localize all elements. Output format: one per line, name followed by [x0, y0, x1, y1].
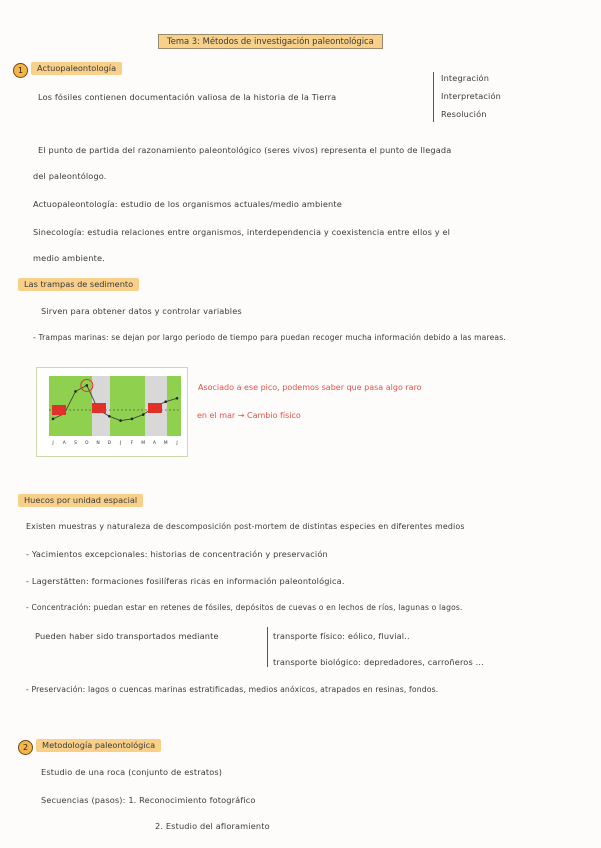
bracket-item: Integración [441, 73, 490, 83]
section-heading: Metodología paleontológica [36, 739, 161, 752]
bullet-item: - Preservación: lagos o cuencas marinas estratificadas, medios anóxicos, atrapados en resinas, fondos. [26, 685, 439, 694]
section-number-badge: 2 [18, 740, 33, 755]
body-line: Sinecología: estudia relaciones entre organismos, interdependencia y coexistencia entre ellos y el [33, 227, 451, 237]
chart-point [108, 415, 111, 418]
chart-point [142, 413, 145, 416]
chart-highlight-mark [92, 403, 106, 413]
bullet-item: - Lagerstätten: formaciones fosilíferas ricas en información paleontológica. [26, 576, 345, 586]
annotation-text: en el mar → Cambio físico [197, 411, 301, 420]
bracket-divider [433, 72, 434, 122]
chart-point [176, 397, 179, 400]
body-line: del paleontólogo. [33, 171, 107, 181]
chart-tick-label: D [107, 441, 112, 446]
chart-tick-label: S [74, 441, 77, 446]
chart-tick-label: A [152, 441, 157, 446]
body-line: Actuopaleontología: estudio de los organismos actuales/medio ambiente [33, 199, 342, 209]
chart-point [119, 419, 122, 422]
bullet-item: - Yacimientos excepcionales: historias de concentración y preservación [26, 549, 328, 559]
annotation-text: Asociado a ese pico, podemos saber que pasa algo raro [198, 383, 422, 392]
section-heading: Actuopaleontología [31, 62, 122, 75]
chart-point [86, 384, 89, 387]
body-line: medio ambiente. [33, 253, 105, 263]
body-line: Sirven para obtener datos y controlar variables [41, 306, 242, 316]
chart-point [164, 400, 167, 403]
chart-tick-label: O [85, 441, 89, 446]
bracket-divider [267, 627, 268, 667]
body-line: - Trampas marinas: se dejan por largo periodo de tiempo para puedan recoger mucha información debido a las mareas. [33, 333, 506, 342]
body-line: Secuencias (pasos): 1. Reconocimiento fotográfico [41, 795, 256, 805]
page-title: Tema 3: Métodos de investigación paleontológica [158, 34, 383, 49]
body-line: Pueden haber sido transportados mediante [35, 631, 219, 641]
bullet-item: - Concentración: puedan estar en retenes de fósiles, depósitos de cuevas o en lechos de ríos, lagunas o lagos. [26, 603, 463, 612]
chart-tick-label: J [119, 441, 122, 446]
chart-highlight-mark [52, 405, 66, 415]
chart-tick-label: J [176, 441, 178, 446]
bracket-item: transporte biológico: depredadores, carroñeros ... [273, 657, 484, 667]
chart-point [52, 418, 55, 421]
body-line: 2. Estudio del afloramiento [155, 821, 270, 831]
body-line: Los fósiles contienen documentación valiosa de la historia de la Tierra [38, 92, 337, 102]
chart-point [131, 418, 134, 421]
chart-tick-label: M [141, 441, 146, 446]
chart-highlight-mark [148, 403, 162, 413]
bracket-item: Interpretación [441, 91, 501, 101]
section-heading: Huecos por unidad espacial [18, 494, 143, 507]
chart-plot [37, 368, 187, 456]
body-line: El punto de partida del razonamiento paleontológico (seres vivos) representa el punto de llegada [38, 145, 452, 155]
chart-tick-label: A [62, 441, 66, 446]
bracket-item: Resolución [441, 109, 487, 119]
bracket-item: transporte físico: eólico, fluvial.. [273, 631, 410, 641]
section-heading: Las trampas de sedimento [18, 278, 139, 291]
chart-tick-label: F [130, 441, 134, 446]
body-line: Estudio de una roca (conjunto de estratos) [41, 767, 223, 777]
section-number-badge: 1 [13, 63, 28, 78]
chart-tick-label: J [52, 441, 54, 446]
chart-tick-label: M [163, 441, 168, 446]
sediment-trap-chart [36, 367, 188, 457]
chart-point [74, 390, 77, 393]
body-line: Existen muestras y naturaleza de descomposición post-mortem de distintas especies en diferentes medios [26, 522, 465, 531]
chart-tick-label: N [96, 441, 100, 446]
